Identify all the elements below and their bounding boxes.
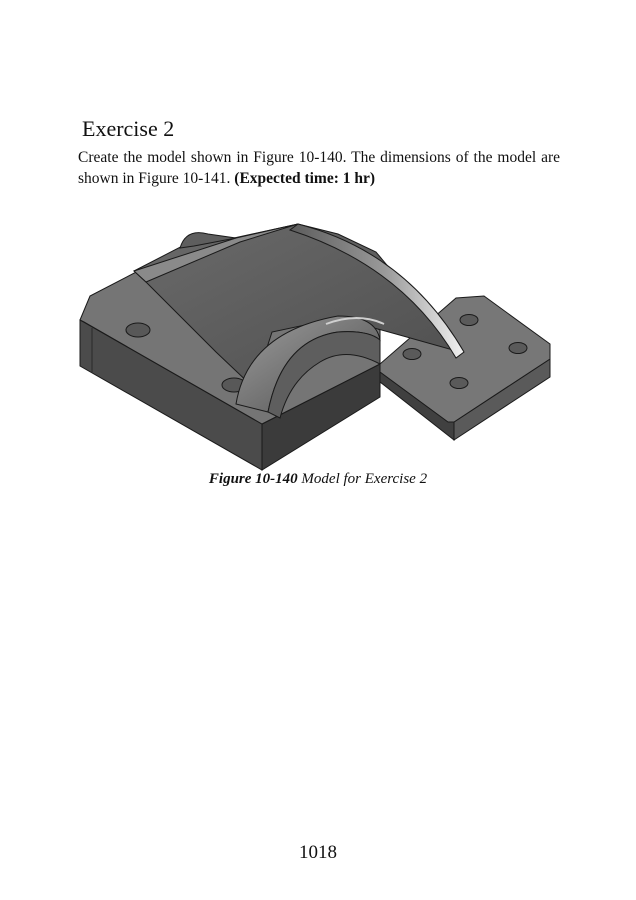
instructions-text: Create the model shown in Figure 10-140. The dimensions of the model are shown in Figure 10-141. [78, 149, 560, 187]
page-number: 1018 [299, 842, 337, 863]
cad-model-illustration [76, 212, 556, 474]
flange-hole [450, 378, 468, 389]
figure-label: Figure 10-140 [208, 471, 298, 487]
figure-caption-text: Model for Exercise 2 [301, 471, 428, 487]
exercise-instructions [78, 147, 560, 189]
model-figure [76, 212, 556, 474]
base-hole [126, 323, 150, 337]
flange-hole [509, 343, 527, 354]
exercise-title: Exercise 2 [82, 116, 175, 141]
expected-time: (Expected time: 1 hr) [234, 170, 376, 187]
figure-caption [0, 471, 636, 488]
flange-hole [460, 315, 478, 326]
flange-hole [403, 349, 421, 360]
